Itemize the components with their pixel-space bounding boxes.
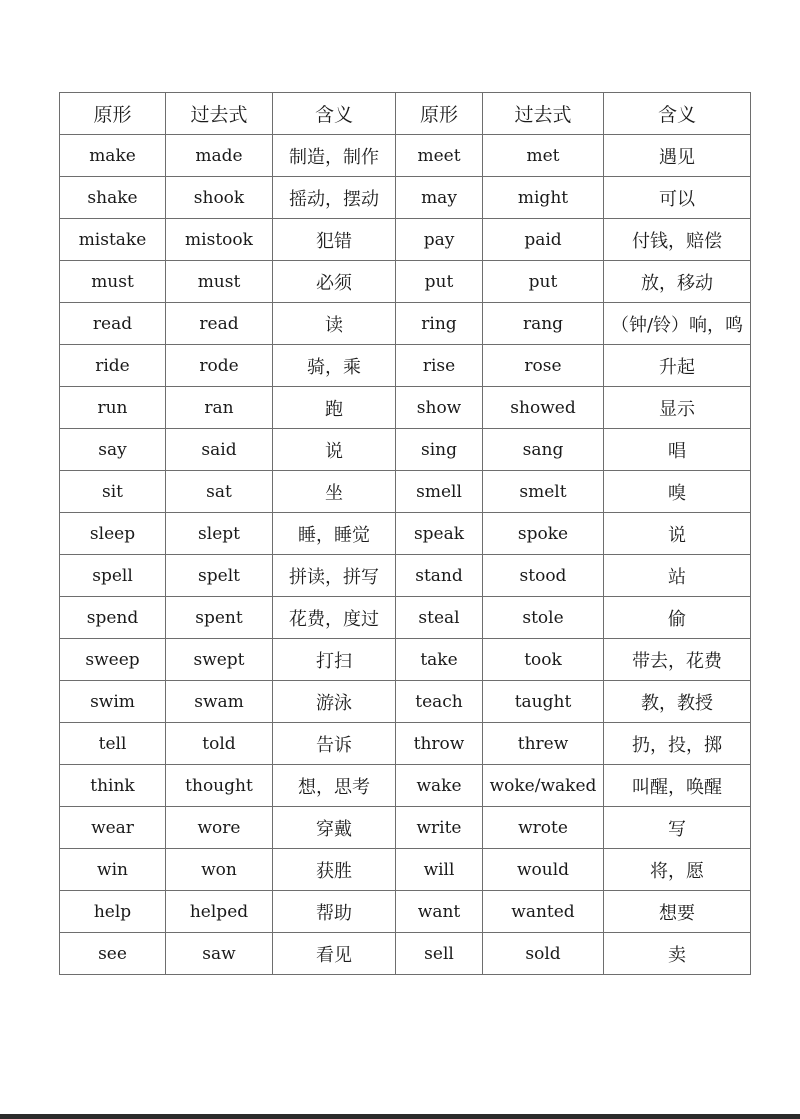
- meaning-cell: 必须: [273, 261, 396, 303]
- past-tense-cell: took: [483, 639, 604, 681]
- past-tense-cell: stole: [483, 597, 604, 639]
- past-tense-cell: swept: [166, 639, 273, 681]
- meaning-cell: 骑，乘: [273, 345, 396, 387]
- meaning-cell: 犯错: [273, 219, 396, 261]
- past-tense-cell: saw: [166, 933, 273, 975]
- table-row: [60, 597, 751, 639]
- meaning-cell: 拼读，拼写: [273, 555, 396, 597]
- table-row: [60, 933, 751, 975]
- meaning-cell: 遇见: [604, 135, 751, 177]
- meaning-cell: 教，教授: [604, 681, 751, 723]
- meaning-cell: 帮助: [273, 891, 396, 933]
- past-tense-cell: rose: [483, 345, 604, 387]
- past-tense-cell: swam: [166, 681, 273, 723]
- table-row: [60, 135, 751, 177]
- meaning-cell: 花费，度过: [273, 597, 396, 639]
- base-form-cell: shake: [60, 177, 166, 219]
- meaning-cell: 说: [604, 513, 751, 555]
- meaning-cell: 打扫: [273, 639, 396, 681]
- table-row: [60, 387, 751, 429]
- table-row: [60, 681, 751, 723]
- column-header: 含义: [604, 93, 751, 135]
- past-tense-cell: threw: [483, 723, 604, 765]
- base-form-cell: sell: [396, 933, 483, 975]
- base-form-cell: steal: [396, 597, 483, 639]
- meaning-cell: 站: [604, 555, 751, 597]
- meaning-cell: 读: [273, 303, 396, 345]
- table-row: [60, 177, 751, 219]
- past-tense-cell: sold: [483, 933, 604, 975]
- table-row: [60, 513, 751, 555]
- past-tense-cell: mistook: [166, 219, 273, 261]
- past-tense-cell: thought: [166, 765, 273, 807]
- past-tense-cell: taught: [483, 681, 604, 723]
- meaning-cell: 想要: [604, 891, 751, 933]
- base-form-cell: sit: [60, 471, 166, 513]
- base-form-cell: sweep: [60, 639, 166, 681]
- meaning-cell: 游泳: [273, 681, 396, 723]
- base-form-cell: ring: [396, 303, 483, 345]
- past-tense-cell: paid: [483, 219, 604, 261]
- meaning-cell: 带去，花费: [604, 639, 751, 681]
- base-form-cell: think: [60, 765, 166, 807]
- table-row: [60, 219, 751, 261]
- base-form-cell: meet: [396, 135, 483, 177]
- meaning-cell: 制造，制作: [273, 135, 396, 177]
- past-tense-cell: said: [166, 429, 273, 471]
- table-row: [60, 765, 751, 807]
- base-form-cell: sleep: [60, 513, 166, 555]
- meaning-cell: 放，移动: [604, 261, 751, 303]
- meaning-cell: 显示: [604, 387, 751, 429]
- meaning-cell: 告诉: [273, 723, 396, 765]
- table-body: [60, 135, 751, 975]
- base-form-cell: want: [396, 891, 483, 933]
- meaning-cell: 嗅: [604, 471, 751, 513]
- past-tense-cell: wore: [166, 807, 273, 849]
- base-form-cell: run: [60, 387, 166, 429]
- past-tense-cell: shook: [166, 177, 273, 219]
- meaning-cell: 坐: [273, 471, 396, 513]
- table-row: [60, 303, 751, 345]
- bottom-edge-bar: [0, 1114, 800, 1119]
- column-header: 含义: [273, 93, 396, 135]
- base-form-cell: help: [60, 891, 166, 933]
- past-tense-cell: put: [483, 261, 604, 303]
- past-tense-cell: would: [483, 849, 604, 891]
- past-tense-cell: smelt: [483, 471, 604, 513]
- meaning-cell: 看见: [273, 933, 396, 975]
- past-tense-cell: met: [483, 135, 604, 177]
- past-tense-cell: spoke: [483, 513, 604, 555]
- base-form-cell: say: [60, 429, 166, 471]
- header-row: [60, 93, 751, 135]
- meaning-cell: 获胜: [273, 849, 396, 891]
- meaning-cell: 偷: [604, 597, 751, 639]
- table-row: [60, 555, 751, 597]
- past-tense-cell: showed: [483, 387, 604, 429]
- table-row: [60, 849, 751, 891]
- column-header: 过去式: [166, 93, 273, 135]
- past-tense-cell: sat: [166, 471, 273, 513]
- base-form-cell: show: [396, 387, 483, 429]
- meaning-cell: 升起: [604, 345, 751, 387]
- base-form-cell: wear: [60, 807, 166, 849]
- meaning-cell: 叫醒，唤醒: [604, 765, 751, 807]
- base-form-cell: smell: [396, 471, 483, 513]
- base-form-cell: tell: [60, 723, 166, 765]
- meaning-cell: 卖: [604, 933, 751, 975]
- base-form-cell: stand: [396, 555, 483, 597]
- table-row: [60, 807, 751, 849]
- meaning-cell: （钟/铃）响，鸣: [604, 303, 751, 345]
- past-tense-cell: read: [166, 303, 273, 345]
- column-header: 过去式: [483, 93, 604, 135]
- meaning-cell: 付钱，赔偿: [604, 219, 751, 261]
- past-tense-cell: stood: [483, 555, 604, 597]
- table-row: [60, 345, 751, 387]
- irregular-verbs-table: [59, 92, 751, 975]
- base-form-cell: will: [396, 849, 483, 891]
- base-form-cell: see: [60, 933, 166, 975]
- base-form-cell: swim: [60, 681, 166, 723]
- base-form-cell: read: [60, 303, 166, 345]
- table-row: [60, 471, 751, 513]
- table-row: [60, 723, 751, 765]
- past-tense-cell: sang: [483, 429, 604, 471]
- meaning-cell: 将，愿: [604, 849, 751, 891]
- past-tense-cell: spent: [166, 597, 273, 639]
- table-row: [60, 891, 751, 933]
- meaning-cell: 唱: [604, 429, 751, 471]
- base-form-cell: sing: [396, 429, 483, 471]
- past-tense-cell: wanted: [483, 891, 604, 933]
- table-row: [60, 429, 751, 471]
- base-form-cell: take: [396, 639, 483, 681]
- base-form-cell: ride: [60, 345, 166, 387]
- past-tense-cell: slept: [166, 513, 273, 555]
- past-tense-cell: helped: [166, 891, 273, 933]
- past-tense-cell: woke/waked: [483, 765, 604, 807]
- base-form-cell: spell: [60, 555, 166, 597]
- base-form-cell: rise: [396, 345, 483, 387]
- column-header: 原形: [60, 93, 166, 135]
- table-header: [60, 93, 751, 135]
- past-tense-cell: must: [166, 261, 273, 303]
- past-tense-cell: wrote: [483, 807, 604, 849]
- past-tense-cell: made: [166, 135, 273, 177]
- column-header: 原形: [396, 93, 483, 135]
- base-form-cell: mistake: [60, 219, 166, 261]
- base-form-cell: wake: [396, 765, 483, 807]
- base-form-cell: spend: [60, 597, 166, 639]
- base-form-cell: must: [60, 261, 166, 303]
- base-form-cell: may: [396, 177, 483, 219]
- meaning-cell: 说: [273, 429, 396, 471]
- past-tense-cell: might: [483, 177, 604, 219]
- base-form-cell: put: [396, 261, 483, 303]
- meaning-cell: 跑: [273, 387, 396, 429]
- base-form-cell: write: [396, 807, 483, 849]
- past-tense-cell: rode: [166, 345, 273, 387]
- past-tense-cell: won: [166, 849, 273, 891]
- meaning-cell: 穿戴: [273, 807, 396, 849]
- base-form-cell: speak: [396, 513, 483, 555]
- base-form-cell: teach: [396, 681, 483, 723]
- base-form-cell: win: [60, 849, 166, 891]
- meaning-cell: 可以: [604, 177, 751, 219]
- base-form-cell: make: [60, 135, 166, 177]
- table-row: [60, 261, 751, 303]
- past-tense-cell: rang: [483, 303, 604, 345]
- table-row: [60, 639, 751, 681]
- base-form-cell: throw: [396, 723, 483, 765]
- meaning-cell: 扔，投，掷: [604, 723, 751, 765]
- meaning-cell: 写: [604, 807, 751, 849]
- meaning-cell: 想，思考: [273, 765, 396, 807]
- past-tense-cell: ran: [166, 387, 273, 429]
- meaning-cell: 睡，睡觉: [273, 513, 396, 555]
- past-tense-cell: told: [166, 723, 273, 765]
- meaning-cell: 摇动，摆动: [273, 177, 396, 219]
- base-form-cell: pay: [396, 219, 483, 261]
- past-tense-cell: spelt: [166, 555, 273, 597]
